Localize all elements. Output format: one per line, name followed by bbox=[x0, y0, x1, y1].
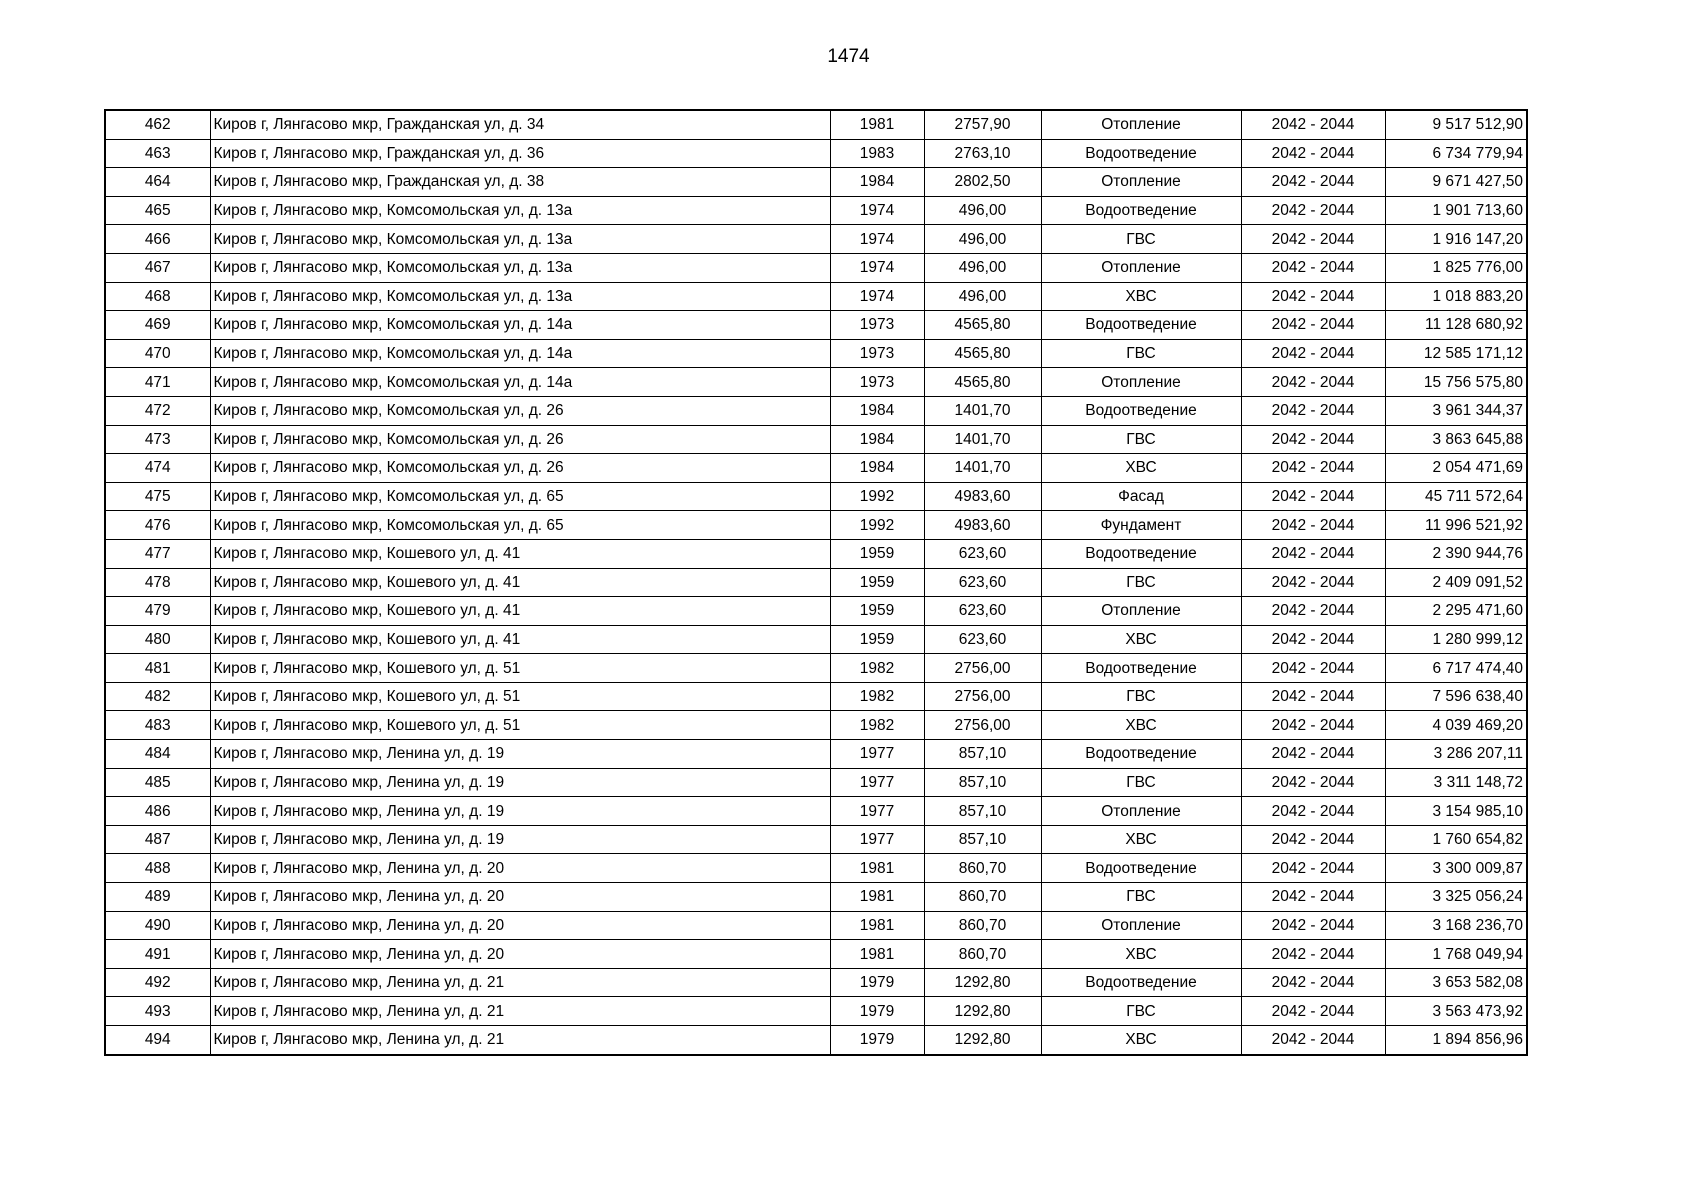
work-type-cell: ХВС bbox=[1041, 282, 1241, 311]
period-cell: 2042 - 2044 bbox=[1241, 539, 1385, 568]
address-cell: Киров г, Лянгасово мкр, Кошевого ул, д. 41 bbox=[210, 539, 830, 568]
work-type-cell: ГВС bbox=[1041, 568, 1241, 597]
row-number-cell: 479 bbox=[105, 597, 210, 626]
year-built-cell: 1982 bbox=[830, 682, 924, 711]
cost-cell: 1 901 713,60 bbox=[1385, 196, 1527, 225]
address-cell: Киров г, Лянгасово мкр, Комсомольская ул, д. 26 bbox=[210, 396, 830, 425]
area-cell: 4983,60 bbox=[924, 482, 1041, 511]
address-cell: Киров г, Лянгасово мкр, Комсомольская ул, д. 65 bbox=[210, 511, 830, 540]
work-type-cell: Отопление bbox=[1041, 797, 1241, 826]
table-row bbox=[105, 711, 1527, 740]
address-cell: Киров г, Лянгасово мкр, Кошевого ул, д. 51 bbox=[210, 682, 830, 711]
row-number-cell: 493 bbox=[105, 997, 210, 1026]
cost-cell: 3 168 236,70 bbox=[1385, 911, 1527, 940]
work-type-cell: Водоотведение bbox=[1041, 740, 1241, 769]
table-row bbox=[105, 597, 1527, 626]
address-cell: Киров г, Лянгасово мкр, Комсомольская ул, д. 13а bbox=[210, 196, 830, 225]
row-number-cell: 488 bbox=[105, 854, 210, 883]
row-number-cell: 470 bbox=[105, 339, 210, 368]
area-cell: 1292,80 bbox=[924, 968, 1041, 997]
row-number-cell: 463 bbox=[105, 139, 210, 168]
year-built-cell: 1974 bbox=[830, 196, 924, 225]
work-type-cell: ХВС bbox=[1041, 711, 1241, 740]
area-cell: 2802,50 bbox=[924, 168, 1041, 197]
work-type-cell: ХВС bbox=[1041, 625, 1241, 654]
area-cell: 496,00 bbox=[924, 196, 1041, 225]
year-built-cell: 1983 bbox=[830, 139, 924, 168]
address-cell: Киров г, Лянгасово мкр, Комсомольская ул, д. 13а bbox=[210, 253, 830, 282]
period-cell: 2042 - 2044 bbox=[1241, 253, 1385, 282]
table-row bbox=[105, 825, 1527, 854]
table-row bbox=[105, 425, 1527, 454]
work-type-cell: Водоотведение bbox=[1041, 396, 1241, 425]
address-cell: Киров г, Лянгасово мкр, Кошевого ул, д. 51 bbox=[210, 654, 830, 683]
row-number-cell: 492 bbox=[105, 968, 210, 997]
table-row bbox=[105, 482, 1527, 511]
cost-cell: 3 325 056,24 bbox=[1385, 883, 1527, 912]
area-cell: 860,70 bbox=[924, 854, 1041, 883]
period-cell: 2042 - 2044 bbox=[1241, 139, 1385, 168]
cost-cell: 1 018 883,20 bbox=[1385, 282, 1527, 311]
area-cell: 496,00 bbox=[924, 225, 1041, 254]
address-cell: Киров г, Лянгасово мкр, Комсомольская ул, д. 65 bbox=[210, 482, 830, 511]
row-number-cell: 485 bbox=[105, 768, 210, 797]
year-built-cell: 1979 bbox=[830, 1026, 924, 1055]
work-type-cell: Водоотведение bbox=[1041, 968, 1241, 997]
table-row bbox=[105, 911, 1527, 940]
address-cell: Киров г, Лянгасово мкр, Ленина ул, д. 19 bbox=[210, 740, 830, 769]
area-cell: 2756,00 bbox=[924, 654, 1041, 683]
period-cell: 2042 - 2044 bbox=[1241, 768, 1385, 797]
period-cell: 2042 - 2044 bbox=[1241, 311, 1385, 340]
area-cell: 860,70 bbox=[924, 883, 1041, 912]
work-type-cell: ХВС bbox=[1041, 454, 1241, 483]
address-cell: Киров г, Лянгасово мкр, Ленина ул, д. 19 bbox=[210, 797, 830, 826]
period-cell: 2042 - 2044 bbox=[1241, 654, 1385, 683]
row-number-cell: 486 bbox=[105, 797, 210, 826]
address-cell: Киров г, Лянгасово мкр, Комсомольская ул, д. 26 bbox=[210, 425, 830, 454]
page-number: 1474 bbox=[827, 46, 870, 67]
work-type-cell: Водоотведение bbox=[1041, 196, 1241, 225]
year-built-cell: 1992 bbox=[830, 511, 924, 540]
cost-cell: 2 295 471,60 bbox=[1385, 597, 1527, 626]
table-row bbox=[105, 368, 1527, 397]
work-type-cell: Отопление bbox=[1041, 110, 1241, 139]
year-built-cell: 1984 bbox=[830, 168, 924, 197]
year-built-cell: 1959 bbox=[830, 625, 924, 654]
table-row bbox=[105, 282, 1527, 311]
work-type-cell: Водоотведение bbox=[1041, 854, 1241, 883]
table-row bbox=[105, 997, 1527, 1026]
cost-cell: 3 563 473,92 bbox=[1385, 997, 1527, 1026]
year-built-cell: 1973 bbox=[830, 311, 924, 340]
year-built-cell: 1981 bbox=[830, 940, 924, 969]
address-cell: Киров г, Лянгасово мкр, Комсомольская ул, д. 13а bbox=[210, 282, 830, 311]
year-built-cell: 1981 bbox=[830, 854, 924, 883]
cost-cell: 2 054 471,69 bbox=[1385, 454, 1527, 483]
area-cell: 623,60 bbox=[924, 539, 1041, 568]
area-cell: 857,10 bbox=[924, 797, 1041, 826]
address-cell: Киров г, Лянгасово мкр, Кошевого ул, д. 41 bbox=[210, 597, 830, 626]
row-number-cell: 483 bbox=[105, 711, 210, 740]
row-number-cell: 489 bbox=[105, 883, 210, 912]
area-cell: 1401,70 bbox=[924, 425, 1041, 454]
work-type-cell: Фасад bbox=[1041, 482, 1241, 511]
period-cell: 2042 - 2044 bbox=[1241, 339, 1385, 368]
area-cell: 2756,00 bbox=[924, 682, 1041, 711]
cost-cell: 1 894 856,96 bbox=[1385, 1026, 1527, 1055]
period-cell: 2042 - 2044 bbox=[1241, 168, 1385, 197]
work-type-cell: ХВС bbox=[1041, 825, 1241, 854]
period-cell: 2042 - 2044 bbox=[1241, 711, 1385, 740]
table-row bbox=[105, 883, 1527, 912]
year-built-cell: 1984 bbox=[830, 425, 924, 454]
year-built-cell: 1959 bbox=[830, 539, 924, 568]
cost-cell: 1 768 049,94 bbox=[1385, 940, 1527, 969]
period-cell: 2042 - 2044 bbox=[1241, 454, 1385, 483]
area-cell: 4565,80 bbox=[924, 368, 1041, 397]
work-type-cell: Отопление bbox=[1041, 911, 1241, 940]
period-cell: 2042 - 2044 bbox=[1241, 225, 1385, 254]
area-cell: 1401,70 bbox=[924, 454, 1041, 483]
area-cell: 1292,80 bbox=[924, 997, 1041, 1026]
year-built-cell: 1982 bbox=[830, 711, 924, 740]
period-cell: 2042 - 2044 bbox=[1241, 282, 1385, 311]
work-type-cell: Водоотведение bbox=[1041, 139, 1241, 168]
row-number-cell: 465 bbox=[105, 196, 210, 225]
cost-cell: 1 825 776,00 bbox=[1385, 253, 1527, 282]
cost-cell: 6 717 474,40 bbox=[1385, 654, 1527, 683]
address-cell: Киров г, Лянгасово мкр, Комсомольская ул, д. 13а bbox=[210, 225, 830, 254]
year-built-cell: 1982 bbox=[830, 654, 924, 683]
year-built-cell: 1984 bbox=[830, 454, 924, 483]
work-type-cell: ГВС bbox=[1041, 883, 1241, 912]
table-row bbox=[105, 225, 1527, 254]
period-cell: 2042 - 2044 bbox=[1241, 511, 1385, 540]
period-cell: 2042 - 2044 bbox=[1241, 425, 1385, 454]
year-built-cell: 1959 bbox=[830, 597, 924, 626]
table-body bbox=[105, 110, 1527, 1055]
row-number-cell: 490 bbox=[105, 911, 210, 940]
row-number-cell: 494 bbox=[105, 1026, 210, 1055]
row-number-cell: 475 bbox=[105, 482, 210, 511]
area-cell: 857,10 bbox=[924, 825, 1041, 854]
cost-cell: 9 671 427,50 bbox=[1385, 168, 1527, 197]
area-cell: 4983,60 bbox=[924, 511, 1041, 540]
year-built-cell: 1977 bbox=[830, 825, 924, 854]
table-row bbox=[105, 311, 1527, 340]
row-number-cell: 473 bbox=[105, 425, 210, 454]
address-cell: Киров г, Лянгасово мкр, Комсомольская ул, д. 14а bbox=[210, 311, 830, 340]
year-built-cell: 1981 bbox=[830, 911, 924, 940]
row-number-cell: 472 bbox=[105, 396, 210, 425]
table-row bbox=[105, 396, 1527, 425]
work-type-cell: Водоотведение bbox=[1041, 311, 1241, 340]
period-cell: 2042 - 2044 bbox=[1241, 854, 1385, 883]
address-cell: Киров г, Лянгасово мкр, Кошевого ул, д. 41 bbox=[210, 568, 830, 597]
year-built-cell: 1974 bbox=[830, 282, 924, 311]
period-cell: 2042 - 2044 bbox=[1241, 825, 1385, 854]
row-number-cell: 467 bbox=[105, 253, 210, 282]
table-row bbox=[105, 196, 1527, 225]
area-cell: 860,70 bbox=[924, 940, 1041, 969]
year-built-cell: 1979 bbox=[830, 968, 924, 997]
year-built-cell: 1959 bbox=[830, 568, 924, 597]
table-row bbox=[105, 339, 1527, 368]
work-type-cell: Отопление bbox=[1041, 253, 1241, 282]
area-cell: 857,10 bbox=[924, 740, 1041, 769]
table-row bbox=[105, 740, 1527, 769]
cost-cell: 3 961 344,37 bbox=[1385, 396, 1527, 425]
year-built-cell: 1979 bbox=[830, 997, 924, 1026]
cost-cell: 11 128 680,92 bbox=[1385, 311, 1527, 340]
cost-cell: 1 280 999,12 bbox=[1385, 625, 1527, 654]
address-cell: Киров г, Лянгасово мкр, Ленина ул, д. 20 bbox=[210, 940, 830, 969]
row-number-cell: 474 bbox=[105, 454, 210, 483]
address-cell: Киров г, Лянгасово мкр, Кошевого ул, д. 41 bbox=[210, 625, 830, 654]
cost-cell: 11 996 521,92 bbox=[1385, 511, 1527, 540]
row-number-cell: 478 bbox=[105, 568, 210, 597]
cost-cell: 3 863 645,88 bbox=[1385, 425, 1527, 454]
address-cell: Киров г, Лянгасово мкр, Ленина ул, д. 21 bbox=[210, 997, 830, 1026]
year-built-cell: 1973 bbox=[830, 339, 924, 368]
table-row bbox=[105, 110, 1527, 139]
row-number-cell: 481 bbox=[105, 654, 210, 683]
period-cell: 2042 - 2044 bbox=[1241, 482, 1385, 511]
table-row bbox=[105, 454, 1527, 483]
period-cell: 2042 - 2044 bbox=[1241, 396, 1385, 425]
address-cell: Киров г, Лянгасово мкр, Комсомольская ул, д. 14а bbox=[210, 368, 830, 397]
work-type-cell: Отопление bbox=[1041, 368, 1241, 397]
period-cell: 2042 - 2044 bbox=[1241, 997, 1385, 1026]
cost-cell: 9 517 512,90 bbox=[1385, 110, 1527, 139]
work-type-cell: ХВС bbox=[1041, 1026, 1241, 1055]
table-row bbox=[105, 940, 1527, 969]
period-cell: 2042 - 2044 bbox=[1241, 625, 1385, 654]
area-cell: 4565,80 bbox=[924, 339, 1041, 368]
cost-cell: 3 653 582,08 bbox=[1385, 968, 1527, 997]
year-built-cell: 1973 bbox=[830, 368, 924, 397]
row-number-cell: 462 bbox=[105, 110, 210, 139]
table-row bbox=[105, 168, 1527, 197]
address-cell: Киров г, Лянгасово мкр, Комсомольская ул, д. 14а bbox=[210, 339, 830, 368]
area-cell: 2756,00 bbox=[924, 711, 1041, 740]
period-cell: 2042 - 2044 bbox=[1241, 1026, 1385, 1055]
row-number-cell: 484 bbox=[105, 740, 210, 769]
area-cell: 496,00 bbox=[924, 253, 1041, 282]
row-number-cell: 491 bbox=[105, 940, 210, 969]
area-cell: 857,10 bbox=[924, 768, 1041, 797]
period-cell: 2042 - 2044 bbox=[1241, 940, 1385, 969]
row-number-cell: 468 bbox=[105, 282, 210, 311]
table-row bbox=[105, 797, 1527, 826]
table-row bbox=[105, 854, 1527, 883]
period-cell: 2042 - 2044 bbox=[1241, 568, 1385, 597]
row-number-cell: 471 bbox=[105, 368, 210, 397]
table-row bbox=[105, 682, 1527, 711]
table-row bbox=[105, 968, 1527, 997]
period-cell: 2042 - 2044 bbox=[1241, 911, 1385, 940]
address-cell: Киров г, Лянгасово мкр, Кошевого ул, д. 51 bbox=[210, 711, 830, 740]
address-cell: Киров г, Лянгасово мкр, Гражданская ул, д. 34 bbox=[210, 110, 830, 139]
area-cell: 4565,80 bbox=[924, 311, 1041, 340]
cost-cell: 3 311 148,72 bbox=[1385, 768, 1527, 797]
row-number-cell: 464 bbox=[105, 168, 210, 197]
work-type-cell: Водоотведение bbox=[1041, 539, 1241, 568]
table-row bbox=[105, 625, 1527, 654]
period-cell: 2042 - 2044 bbox=[1241, 740, 1385, 769]
table-row bbox=[105, 539, 1527, 568]
cost-cell: 45 711 572,64 bbox=[1385, 482, 1527, 511]
address-cell: Киров г, Лянгасово мкр, Ленина ул, д. 21 bbox=[210, 968, 830, 997]
year-built-cell: 1992 bbox=[830, 482, 924, 511]
table-row bbox=[105, 253, 1527, 282]
cost-cell: 6 734 779,94 bbox=[1385, 139, 1527, 168]
period-cell: 2042 - 2044 bbox=[1241, 968, 1385, 997]
table-row bbox=[105, 654, 1527, 683]
area-cell: 860,70 bbox=[924, 911, 1041, 940]
work-type-cell: ГВС bbox=[1041, 682, 1241, 711]
work-type-cell: ГВС bbox=[1041, 425, 1241, 454]
row-number-cell: 480 bbox=[105, 625, 210, 654]
table-row bbox=[105, 568, 1527, 597]
area-cell: 623,60 bbox=[924, 597, 1041, 626]
area-cell: 2757,90 bbox=[924, 110, 1041, 139]
address-cell: Киров г, Лянгасово мкр, Ленина ул, д. 20 bbox=[210, 854, 830, 883]
work-type-cell: Отопление bbox=[1041, 597, 1241, 626]
year-built-cell: 1974 bbox=[830, 253, 924, 282]
table-row bbox=[105, 1026, 1527, 1055]
work-type-cell: ГВС bbox=[1041, 339, 1241, 368]
row-number-cell: 482 bbox=[105, 682, 210, 711]
cost-cell: 4 039 469,20 bbox=[1385, 711, 1527, 740]
row-number-cell: 487 bbox=[105, 825, 210, 854]
cost-cell: 3 154 985,10 bbox=[1385, 797, 1527, 826]
work-type-cell: ГВС bbox=[1041, 768, 1241, 797]
period-cell: 2042 - 2044 bbox=[1241, 797, 1385, 826]
address-cell: Киров г, Лянгасово мкр, Ленина ул, д. 21 bbox=[210, 1026, 830, 1055]
cost-cell: 2 409 091,52 bbox=[1385, 568, 1527, 597]
row-number-cell: 469 bbox=[105, 311, 210, 340]
area-cell: 2763,10 bbox=[924, 139, 1041, 168]
cost-cell: 2 390 944,76 bbox=[1385, 539, 1527, 568]
cost-cell: 1 916 147,20 bbox=[1385, 225, 1527, 254]
period-cell: 2042 - 2044 bbox=[1241, 196, 1385, 225]
cost-cell: 3 300 009,87 bbox=[1385, 854, 1527, 883]
cost-cell: 1 760 654,82 bbox=[1385, 825, 1527, 854]
area-cell: 623,60 bbox=[924, 568, 1041, 597]
cost-cell: 7 596 638,40 bbox=[1385, 682, 1527, 711]
year-built-cell: 1984 bbox=[830, 396, 924, 425]
address-cell: Киров г, Лянгасово мкр, Ленина ул, д. 20 bbox=[210, 883, 830, 912]
row-number-cell: 476 bbox=[105, 511, 210, 540]
cost-cell: 3 286 207,11 bbox=[1385, 740, 1527, 769]
address-cell: Киров г, Лянгасово мкр, Ленина ул, д. 19 bbox=[210, 825, 830, 854]
row-number-cell: 466 bbox=[105, 225, 210, 254]
period-cell: 2042 - 2044 bbox=[1241, 682, 1385, 711]
area-cell: 1292,80 bbox=[924, 1026, 1041, 1055]
period-cell: 2042 - 2044 bbox=[1241, 110, 1385, 139]
cost-cell: 12 585 171,12 bbox=[1385, 339, 1527, 368]
area-cell: 623,60 bbox=[924, 625, 1041, 654]
work-type-cell: ГВС bbox=[1041, 997, 1241, 1026]
area-cell: 1401,70 bbox=[924, 396, 1041, 425]
year-built-cell: 1977 bbox=[830, 797, 924, 826]
cost-cell: 15 756 575,80 bbox=[1385, 368, 1527, 397]
area-cell: 496,00 bbox=[924, 282, 1041, 311]
address-cell: Киров г, Лянгасово мкр, Ленина ул, д. 19 bbox=[210, 768, 830, 797]
row-number-cell: 477 bbox=[105, 539, 210, 568]
year-built-cell: 1977 bbox=[830, 740, 924, 769]
work-type-cell: Отопление bbox=[1041, 168, 1241, 197]
year-built-cell: 1974 bbox=[830, 225, 924, 254]
work-type-cell: Водоотведение bbox=[1041, 654, 1241, 683]
work-type-cell: ХВС bbox=[1041, 940, 1241, 969]
registry-table bbox=[104, 109, 1528, 1056]
work-type-cell: Фундамент bbox=[1041, 511, 1241, 540]
period-cell: 2042 - 2044 bbox=[1241, 883, 1385, 912]
period-cell: 2042 - 2044 bbox=[1241, 368, 1385, 397]
work-type-cell: ГВС bbox=[1041, 225, 1241, 254]
year-built-cell: 1977 bbox=[830, 768, 924, 797]
address-cell: Киров г, Лянгасово мкр, Гражданская ул, д. 38 bbox=[210, 168, 830, 197]
year-built-cell: 1981 bbox=[830, 110, 924, 139]
period-cell: 2042 - 2044 bbox=[1241, 597, 1385, 626]
table-row bbox=[105, 139, 1527, 168]
table-row bbox=[105, 511, 1527, 540]
year-built-cell: 1981 bbox=[830, 883, 924, 912]
address-cell: Киров г, Лянгасово мкр, Комсомольская ул, д. 26 bbox=[210, 454, 830, 483]
table-row bbox=[105, 768, 1527, 797]
address-cell: Киров г, Лянгасово мкр, Гражданская ул, д. 36 bbox=[210, 139, 830, 168]
address-cell: Киров г, Лянгасово мкр, Ленина ул, д. 20 bbox=[210, 911, 830, 940]
